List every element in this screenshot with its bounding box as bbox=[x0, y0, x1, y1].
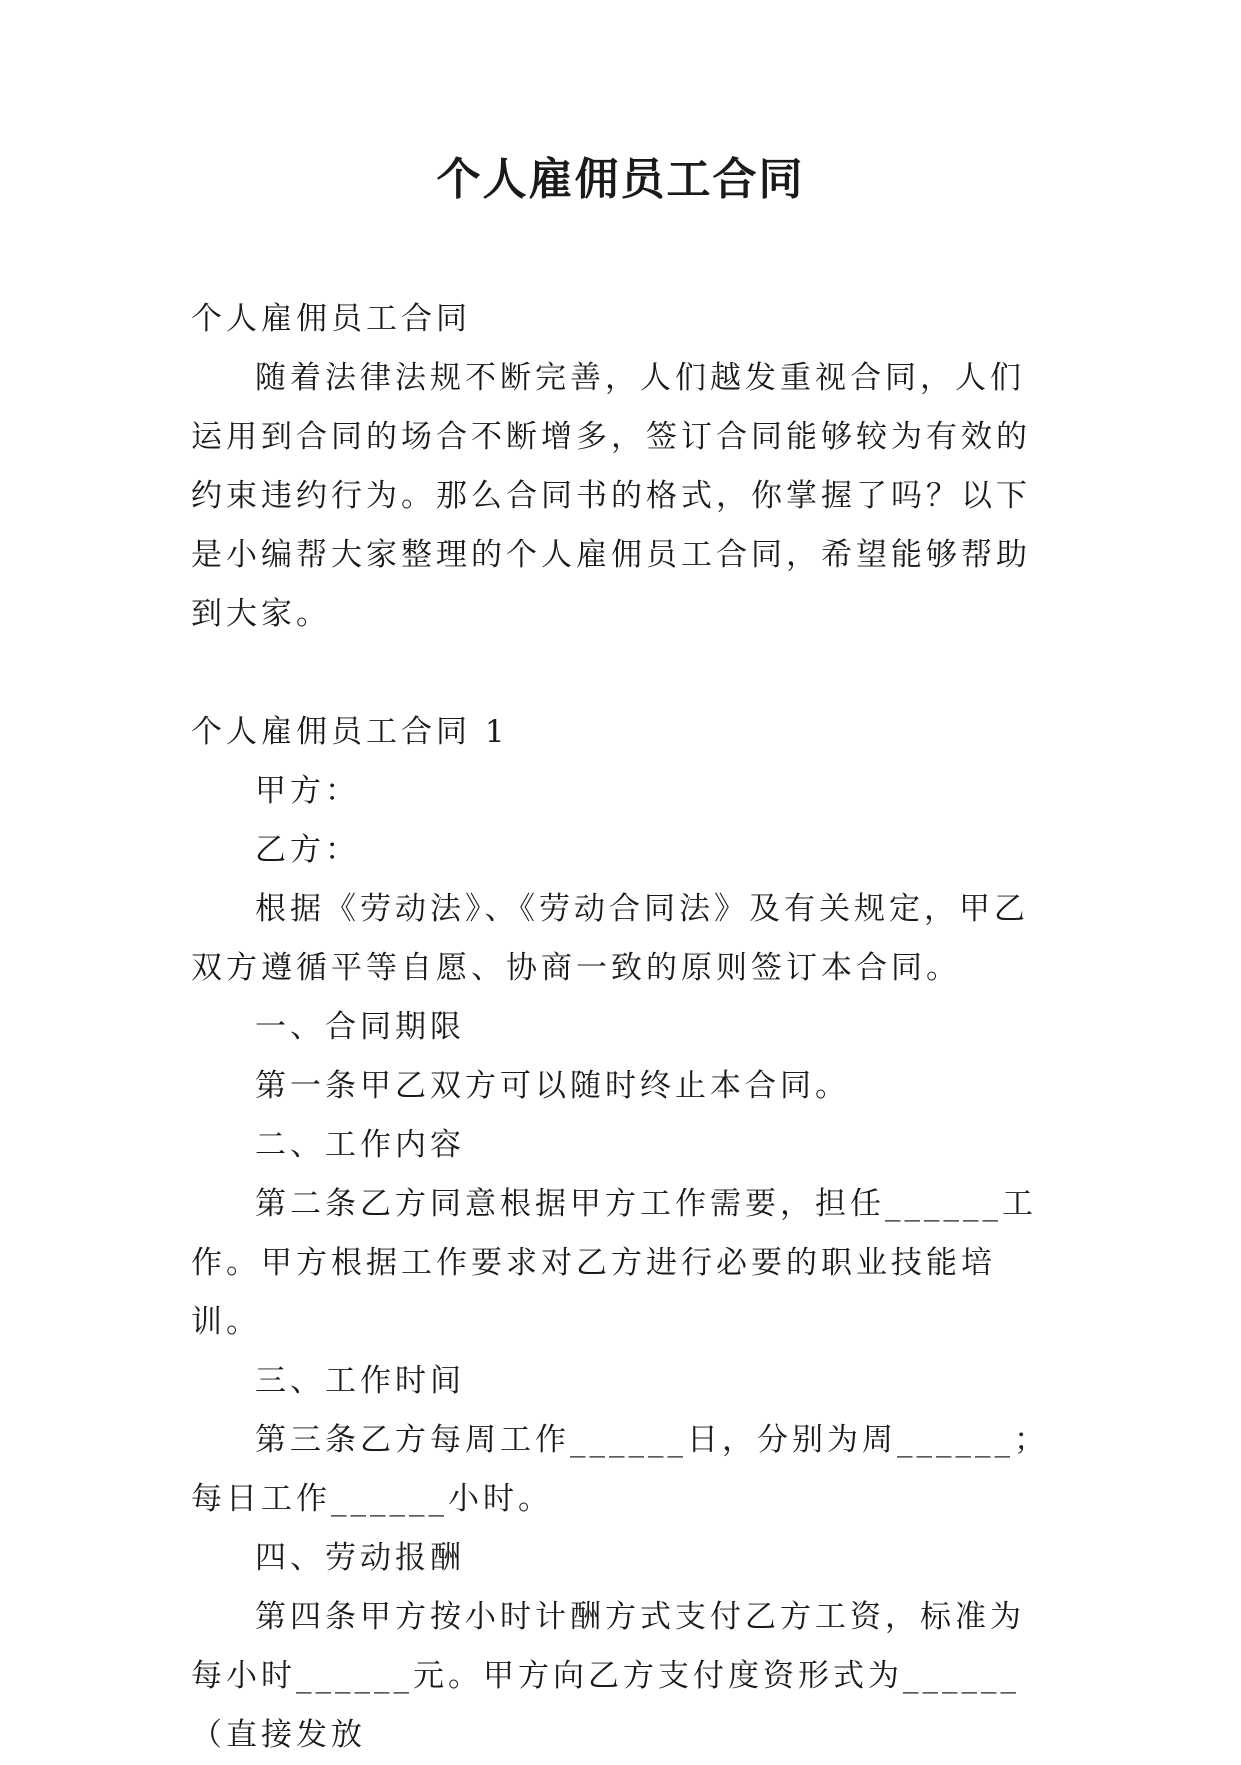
legal-basis-paragraph: 根据《劳动法》、《劳动合同法》及有关规定，甲乙双方遵循平等自愿、协商一致的原则签订本合同。 bbox=[191, 891, 1029, 986]
section-heading-work-hours: 三、工作时间 bbox=[255, 1363, 465, 1399]
article-2: 第二条乙方同意根据甲方工作需要，担任______工作。甲方根据工作要求对乙方进行必要的职业技能培训。 bbox=[191, 1186, 1037, 1340]
document-body bbox=[191, 290, 1051, 1765]
article-4: 第四条甲方按小时计酬方式支付乙方工资，标准为每小时______元。甲方向乙方支付度资形式为______（直接发放 bbox=[191, 1599, 1025, 1753]
contract-1-heading: 个人雇佣员工合同 1 bbox=[191, 714, 509, 750]
article-1: 第一条甲乙双方可以随时终止本合同。 bbox=[255, 1068, 850, 1104]
section-heading-remuneration: 四、劳动报酬 bbox=[255, 1540, 465, 1576]
intro-heading: 个人雇佣员工合同 bbox=[191, 301, 471, 337]
article-3: 第三条乙方每周工作______日，分别为周______；每日工作______小时。 bbox=[191, 1422, 1049, 1517]
intro-paragraph: 随着法律法规不断完善，人们越发重视合同，人们运用到合同的场合不断增多，签订合同能够较为有效的约束违约行为。那么合同书的格式，你掌握了吗？以下是小编帮大家整理的个人雇佣员工合同，希望能够帮助到大家。 bbox=[191, 360, 1031, 632]
party-a-line: 甲方： bbox=[255, 773, 360, 809]
section-heading-work-content: 二、工作内容 bbox=[255, 1127, 465, 1163]
document-title: 个人雇佣员工合同 bbox=[436, 154, 805, 205]
section-heading-term: 一、合同期限 bbox=[255, 1009, 465, 1045]
party-b-line: 乙方： bbox=[255, 832, 360, 868]
